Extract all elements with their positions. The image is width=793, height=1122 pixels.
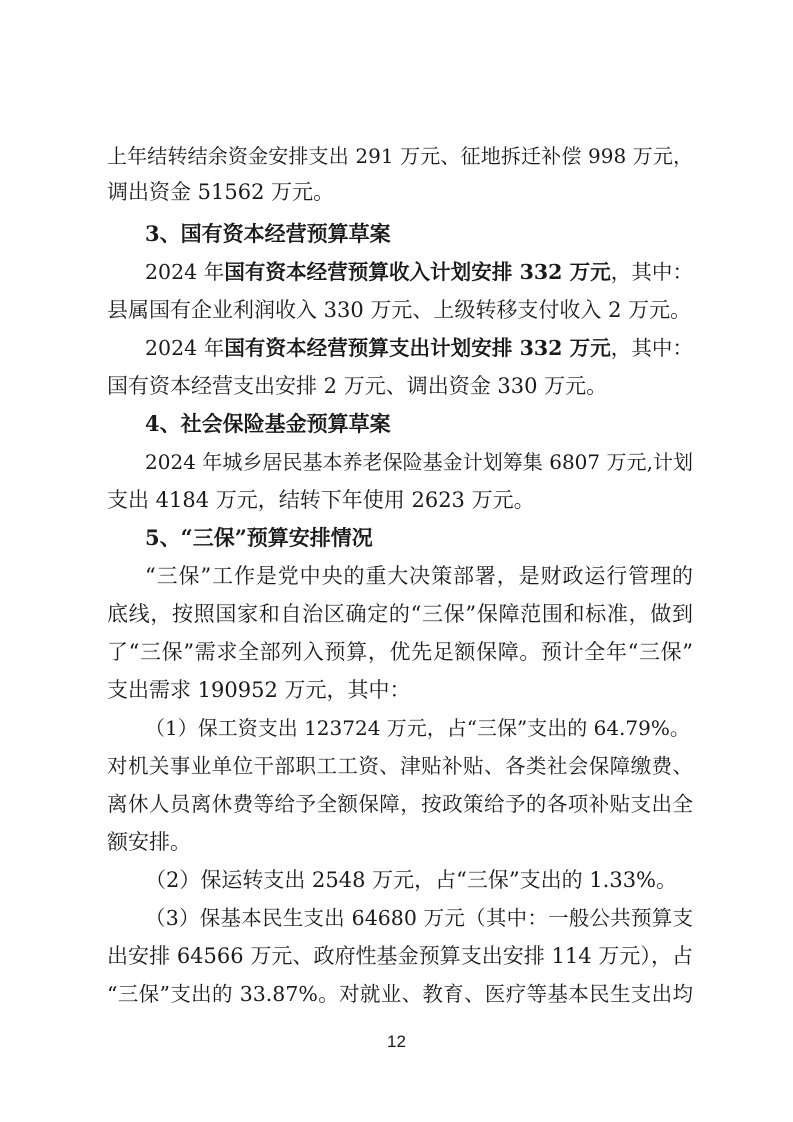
body-text-line (145, 328, 693, 368)
body-text-line: 额安排。 (107, 830, 191, 854)
body-text-line: 2024 年城乡居民基本养老保险基金计划筹集 6807 万元,计划 (145, 450, 693, 474)
body-text-line: 上年结转结余资金安排支出 291 万元、征地拆迁补偿 998 万元， (107, 144, 693, 168)
body-text-line (145, 252, 693, 292)
body-text-line: 底线，按照国家和自治区确定的“三保”保障范围和标准，做到 (107, 602, 693, 626)
body-text-line: “三保”工作是党中央的重大决策部署，是财政运行管理的 (145, 564, 693, 588)
section-heading: 3、国有资本经营预算草案 (145, 221, 391, 246)
body-text-line: （1）保工资支出 123724 万元，占“三保”支出的 64.79%。 (145, 716, 690, 740)
text-fragment: ，其中： (610, 336, 693, 360)
body-text-line: 支出 4184 万元，结转下年使用 2623 万元。 (107, 488, 535, 512)
body-text-line: 县属国有企业利润收入 330 万元、上级转移支付收入 2 万元。 (107, 298, 692, 322)
section-heading: 5、“三保”预算安排情况 (145, 525, 373, 550)
body-text-line: 离休人员离休费等给予全额保障，按政策给予的各项补贴支出全 (107, 792, 693, 816)
body-text-line: 国有资本经营支出安排 2 万元、调出资金 330 万元。 (107, 374, 608, 398)
text-fragment: 2024 年 (145, 336, 225, 360)
emphasis-text: 国有资本经营预算支出计划安排 332 万元 (224, 336, 611, 360)
text-fragment: ，其中： (610, 260, 693, 284)
emphasis-text: 国有资本经营预算收入计划安排 332 万元 (224, 260, 611, 284)
body-text-line: 了“三保”需求全部列入预算，优先足额保障。预计全年“三保” (107, 640, 693, 664)
body-text-line: 出安排 64566 万元、政府性基金预算支出安排 114 万元），占 (107, 944, 693, 968)
body-text-line: （3）保基本民生支出 64680 万元（其中：一般公共预算支 (145, 906, 693, 930)
body-text-line: 调出资金 51562 万元。 (107, 180, 335, 204)
page-number: 12 (387, 1032, 406, 1051)
body-text-line: “三保”支出的 33.87%。对就业、教育、医疗等基本民生支出均 (107, 982, 693, 1006)
body-text-line: 支出需求 190952 万元，其中： (107, 678, 411, 702)
text-fragment: 2024 年 (145, 260, 225, 284)
section-heading: 4、社会保险基金预算草案 (145, 411, 391, 436)
body-text-line: 对机关事业单位干部职工工资、津贴补贴、各类社会保障缴费、 (107, 754, 693, 778)
body-text-line: （2）保运转支出 2548 万元，占“三保”支出的 1.33%。 (145, 868, 678, 892)
